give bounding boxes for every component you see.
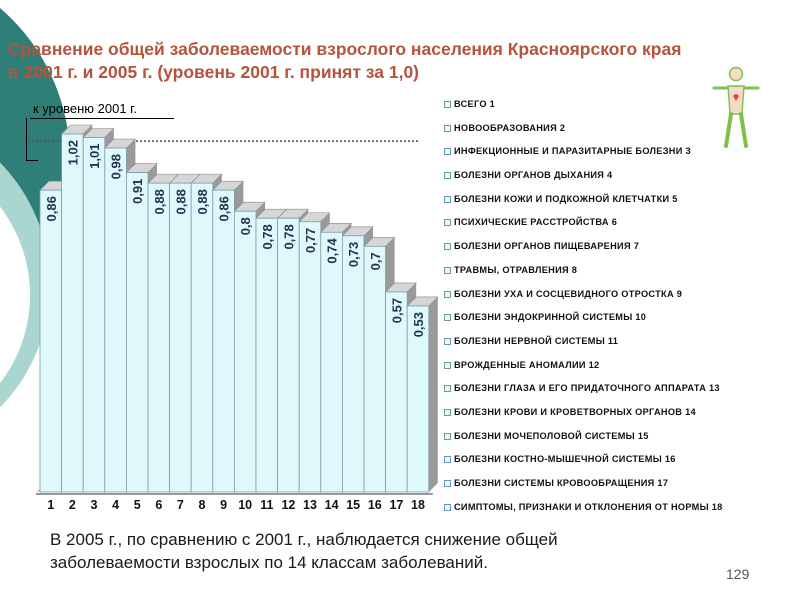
x-tick-label: 11 (260, 498, 274, 512)
legend-label: ИНФЕКЦИОННЫЕ И ПАРАЗИТАРНЫЕ БОЛЕЗНИ 3 (454, 146, 691, 157)
bar (364, 246, 386, 492)
legend-item (444, 264, 794, 288)
bar (342, 236, 364, 492)
bar-value-label: 0,57 (389, 297, 405, 324)
bar-value-label: 0,88 (195, 189, 210, 215)
human-figure-icon (712, 66, 760, 148)
reference-bracket (26, 118, 27, 161)
x-tick-label: 1 (47, 498, 55, 512)
slide-title-line-1: Сравнение общей заболеваемости взрослого населения Красноярского края (8, 39, 682, 59)
x-tick-label: 8 (198, 498, 206, 512)
reference-bracket-tick (26, 160, 38, 161)
x-tick-label: 17 (389, 498, 404, 512)
legend-item (444, 335, 794, 359)
bar (148, 183, 170, 492)
bar-value-label: 0,8 (238, 217, 254, 236)
x-tick-label: 18 (411, 498, 425, 512)
bar-value-label: 0,88 (173, 189, 189, 215)
bar (213, 190, 235, 492)
bar-value-label: 0,86 (43, 196, 59, 222)
legend-label: ТРАВМЫ, ОТРАВЛЕНИЯ 8 (454, 264, 578, 275)
x-tick-label: 4 (112, 498, 120, 512)
legend-swatch (444, 314, 451, 321)
legend-label: СИМПТОМЫ, ПРИЗНАКИ И ОТКЛОНЕНИЯ ОТ НОРМЫ 18 (454, 501, 723, 512)
legend-item (444, 240, 794, 264)
bar (62, 134, 84, 492)
legend-label: БОЛЕЗНИ УХА И СОСЦЕВИДНОГО ОТРОСТКА 9 (454, 288, 683, 299)
legend-item (444, 216, 794, 240)
bar (278, 218, 300, 492)
legend-swatch (444, 456, 451, 463)
bar-value-label: 0,91 (130, 178, 146, 204)
legend-item (444, 406, 794, 430)
legend-swatch (444, 219, 451, 226)
x-tick-label: 10 (238, 498, 253, 512)
legend-label: ПСИХИЧЕСКИЕ РАССТРОЙСТВА 6 (454, 217, 618, 228)
bar-value-label: 1,02 (65, 140, 81, 166)
legend-label: БОЛЕЗНИ НЕРВНОЙ СИСТЕМЫ 11 (454, 335, 619, 346)
bar-value-label: 0,74 (324, 238, 340, 264)
bar (105, 148, 127, 492)
x-tick-label: 13 (303, 498, 317, 512)
legend-label: ВРОЖДЕННЫЕ АНОМАЛИИ 12 (454, 359, 600, 370)
legend-label: БОЛЕЗНИ КОЖИ И ПОДКОЖНОЙ КЛЕТЧАТКИ 5 (454, 193, 678, 204)
bar (170, 183, 192, 492)
legend-label: БОЛЕЗНИ КРОВИ И КРОВЕТВОРНЫХ ОРГАНОВ 14 (454, 406, 696, 417)
bar-value-label: 0,78 (281, 224, 297, 250)
legend-item (444, 453, 794, 477)
chart-legend (444, 98, 794, 524)
bar (299, 222, 321, 492)
legend-label: ВСЕГО 1 (454, 99, 496, 109)
legend-item (444, 382, 794, 406)
legend-label: БОЛЕЗНИ ЭНДОКРИННОЙ СИСТЕМЫ 10 (454, 312, 647, 323)
x-tick-label: 9 (220, 498, 228, 512)
bar (321, 232, 343, 492)
legend-swatch (444, 101, 451, 108)
x-tick-label: 7 (176, 498, 184, 512)
legend-item (444, 288, 794, 312)
legend-swatch (444, 409, 451, 416)
bar (126, 173, 148, 492)
x-tick-label: 6 (155, 498, 163, 512)
reference-label-underline (30, 118, 174, 119)
reference-label: к уровеню 2001 г. (33, 101, 137, 116)
legend-swatch (444, 385, 451, 392)
bar (40, 190, 62, 492)
x-tick-label: 12 (281, 498, 296, 512)
bar (191, 183, 213, 492)
x-tick-label: 14 (324, 498, 339, 512)
legend-item (444, 430, 794, 454)
x-tick-label: 15 (346, 498, 361, 512)
legend-swatch (444, 196, 451, 203)
bar-value-label: 0,98 (108, 154, 124, 180)
page-number: 129 (726, 566, 750, 582)
x-tick-label: 3 (90, 498, 98, 512)
x-tick-label: 5 (133, 498, 141, 512)
bar (256, 218, 278, 492)
legend-item (444, 477, 794, 501)
bar-value-label: 0,53 (411, 311, 426, 338)
legend-swatch (444, 480, 451, 487)
legend-swatch (444, 504, 451, 511)
bar-value-label: 0,78 (259, 224, 275, 250)
legend-label: НОВООБРАЗОВАНИЯ 2 (454, 122, 566, 133)
legend-label: БОЛЕЗНИ КОСТНО-МЫШЕЧНОЙ СИСТЕМЫ 16 (454, 454, 676, 465)
legend-swatch (444, 338, 451, 345)
x-tick-label: 16 (367, 498, 382, 512)
x-tick-label: 2 (68, 498, 76, 512)
bar-value-label: 0,73 (346, 241, 362, 268)
bar-value-label: 0,88 (151, 189, 167, 215)
legend-item (444, 501, 794, 525)
legend-label: БОЛЕЗНИ ГЛАЗА И ЕГО ПРИДАТОЧНОГО АППАРАТА 13 (454, 383, 720, 394)
bar-value-label: 1,01 (87, 143, 102, 169)
bar-value-label: 0,77 (303, 227, 318, 254)
legend-swatch (444, 148, 451, 155)
legend-label: БОЛЕЗНИ ОРГАНОВ ПИЩЕВАРЕНИЯ 7 (454, 241, 640, 252)
legend-label: БОЛЕЗНИ МОЧЕПОЛОВОЙ СИСТЕМЫ 15 (454, 430, 649, 441)
legend-swatch (444, 291, 451, 298)
legend-item (444, 311, 794, 335)
legend-swatch (444, 172, 451, 179)
bar-value-label: 0,7 (367, 252, 383, 271)
legend-swatch (444, 433, 451, 440)
legend-label: БОЛЕЗНИ СИСТЕМЫ КРОВООБРАЩЕНИЯ 17 (454, 478, 669, 488)
bar (234, 211, 256, 492)
bar-side (429, 297, 438, 492)
legend-item (444, 193, 794, 217)
legend-swatch (444, 125, 451, 132)
legend-item (444, 359, 794, 383)
legend-swatch (444, 362, 451, 369)
bar (83, 138, 105, 492)
legend-swatch (444, 267, 451, 274)
bar-value-label: 0,86 (216, 196, 232, 222)
legend-item (444, 145, 794, 169)
summary-note: В 2005 г., по сравнению с 2001 г., наблюдается снижение общей заболеваемости взрослых по 14 классам заболеваний. (50, 530, 558, 572)
legend-item (444, 169, 794, 193)
legend-swatch (444, 243, 451, 250)
slide-title-line-2: в 2001 г. и 2005 г. (уровень 2001 г. принят за 1,0) (8, 62, 420, 82)
legend-label: БОЛЕЗНИ ОРГАНОВ ДЫХАНИЯ 4 (454, 170, 613, 181)
